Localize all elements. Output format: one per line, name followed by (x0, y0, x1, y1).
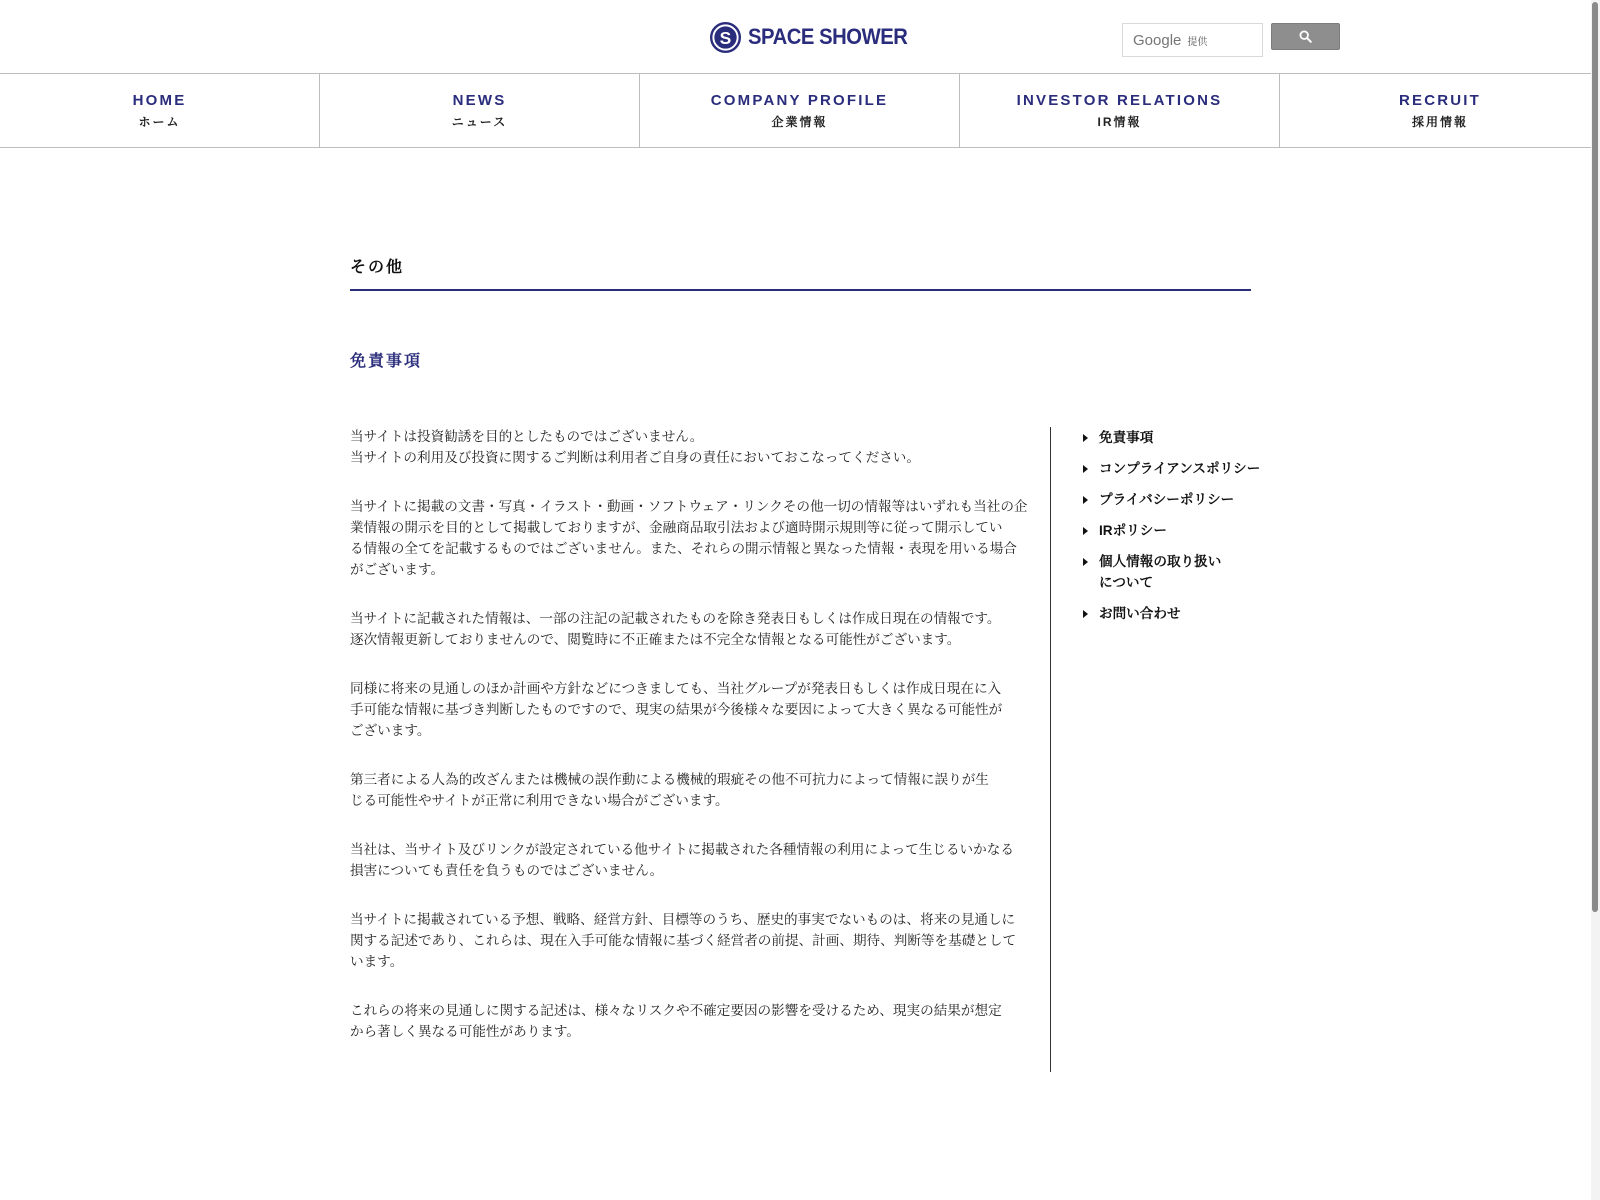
nav-item-recruit[interactable] (1280, 74, 1600, 147)
paragraph-line: から著しく異なる可能性があります。 (350, 1024, 581, 1039)
site-header (0, 0, 1600, 74)
paragraph-line: 当サイトは投資勧誘を目的としたものではございません。 (350, 429, 704, 444)
nav-label-ja: IR情報 (1097, 114, 1142, 129)
nav-label-en: INVESTOR RELATIONS (1016, 91, 1223, 109)
search-input[interactable] (1123, 24, 1266, 58)
sidebar-item-privacy-policy[interactable] (1083, 489, 1273, 510)
paragraph (350, 678, 1003, 741)
sidebar-menu (1083, 427, 1273, 634)
nav-label-ja: 企業情報 (771, 114, 828, 129)
nav-item-news[interactable] (320, 74, 640, 147)
paragraph-line: 関する記述であり、これらは、現在入手可能な情報に基づく経営者の前提、計画、期待、判断等を基礎として (350, 933, 1017, 948)
paragraph-line: これらの将来の見通しに関する記述は、様々なリスクや不確定要因の影響を受けるため、現実の結果が想定 (350, 1003, 1002, 1018)
search-icon (1299, 30, 1312, 43)
sidebar-item-disclaimer[interactable] (1083, 427, 1273, 448)
paragraph (350, 426, 990, 468)
paragraph-line: 当サイトに記載された情報は、一部の注記の記載されたものを除き発表日もしくは作成日現在の情報です。 (350, 611, 1001, 626)
sidebar-item-compliance-policy[interactable] (1083, 458, 1273, 479)
sidebar-item-contact[interactable] (1083, 603, 1273, 624)
sidebar-item-label: IRポリシー (1099, 523, 1167, 538)
nav-label-ja: ニュース (451, 114, 508, 129)
paragraph-line: 当社は、当サイト及びリンクが設定されている他サイトに掲載された各種情報の利用によって生じるいかなる (350, 842, 1014, 857)
scrollbar-thumb[interactable] (1592, 2, 1598, 912)
paragraph-line: 当サイトの利用及び投資に関するご判断は利用者ご自身の責任においておこなってください。 (350, 450, 920, 465)
section-divider (350, 289, 1251, 291)
paragraph-line: じる可能性やサイトが正常に利用できない場合がございます。 (350, 793, 729, 808)
paragraph-line: 第三者による人為的改ざんまたは機械の誤作動による機械的瑕疵その他不可抗力によって情報に誤りが生 (350, 772, 989, 787)
paragraph (350, 1000, 1002, 1042)
svg-text:S: S (719, 27, 732, 48)
sidebar-item-label: 免責事項 (1099, 430, 1154, 445)
site-logo[interactable] (709, 20, 921, 54)
paragraph-line: がございます。 (350, 562, 445, 577)
nav-label-en: COMPANY PROFILE (710, 91, 889, 109)
disclaimer-body (350, 426, 1028, 1070)
paragraph (350, 839, 1014, 881)
logo-text: SPACE SHOWER (748, 24, 908, 49)
paragraph (350, 496, 1028, 580)
paragraph-line: 当サイトに掲載されている予想、戦略、経営方針、目標等のうち、歴史的事実でないものは、将来の見通しに (350, 912, 1016, 927)
paragraph-line: 手可能な情報に基づき判断したものですので、現実の結果が今後様々な要因によって大きく異なる可能性が (350, 702, 1003, 717)
nav-label-en: NEWS (452, 91, 507, 109)
nav-item-investor-relations[interactable] (960, 74, 1280, 147)
paragraph (350, 909, 1017, 972)
search-button[interactable] (1271, 23, 1340, 50)
sidebar-item-label: 個人情報の取り扱い (1099, 554, 1222, 569)
paragraph-line: 当サイトに掲載の文書・写真・イラスト・動画・ソフトウェア・リンクその他一切の情報等はいずれも当社の企 (350, 499, 1028, 514)
nav-label-ja: 採用情報 (1411, 114, 1468, 129)
nav-label-en: HOME (132, 91, 187, 109)
sidebar-item-ir-policy[interactable] (1083, 520, 1273, 541)
paragraph (350, 608, 1001, 650)
search-powered-label: 提供 (1187, 36, 1208, 48)
nav-label-en: RECRUIT (1398, 91, 1482, 109)
paragraph-line: 損害についても責任を負うものではございません。 (350, 863, 664, 878)
paragraph-line: る情報の全てを記載するものではございません。また、それらの開示情報と異なった情報・表現を用いる場合 (350, 541, 1017, 556)
nav-item-company-profile[interactable] (640, 74, 960, 147)
paragraph-line: 業情報の開示を目的として掲載しておりますが、金融商品取引法および適時開示規則等に従って開示してい (350, 520, 1003, 535)
sidebar-item-personal-info[interactable] (1083, 551, 1273, 593)
sidebar-item-label: お問い合わせ (1099, 606, 1181, 621)
space-shower-logo-icon (709, 21, 742, 54)
paragraph (350, 769, 990, 811)
search-box[interactable] (1122, 23, 1263, 57)
paragraph-line: 同様に将来の見通しのほか計画や方針などにつきましても、当社グループが発表日もしくは作成日現在に入 (350, 681, 1002, 696)
global-nav (0, 74, 1600, 148)
sidebar-item-label: コンプライアンスポリシー (1099, 461, 1261, 476)
nav-item-home[interactable] (0, 74, 320, 147)
page-title: 免責事項 (350, 353, 423, 370)
paragraph-line: 逐次情報更新しておりませんので、閲覧時に不正確または不完全な情報となる可能性がございます。 (350, 632, 961, 647)
paragraph-line: ございます。 (350, 723, 431, 738)
sidebar-item-label: について (1099, 575, 1154, 590)
sidebar-divider (1050, 427, 1051, 1072)
search-brand: Google (1133, 31, 1182, 49)
paragraph-line: います。 (350, 954, 404, 969)
sidebar-item-label: プライバシーポリシー (1099, 492, 1235, 507)
section-title: その他 (350, 259, 405, 276)
nav-label-ja: ホーム (138, 114, 181, 129)
